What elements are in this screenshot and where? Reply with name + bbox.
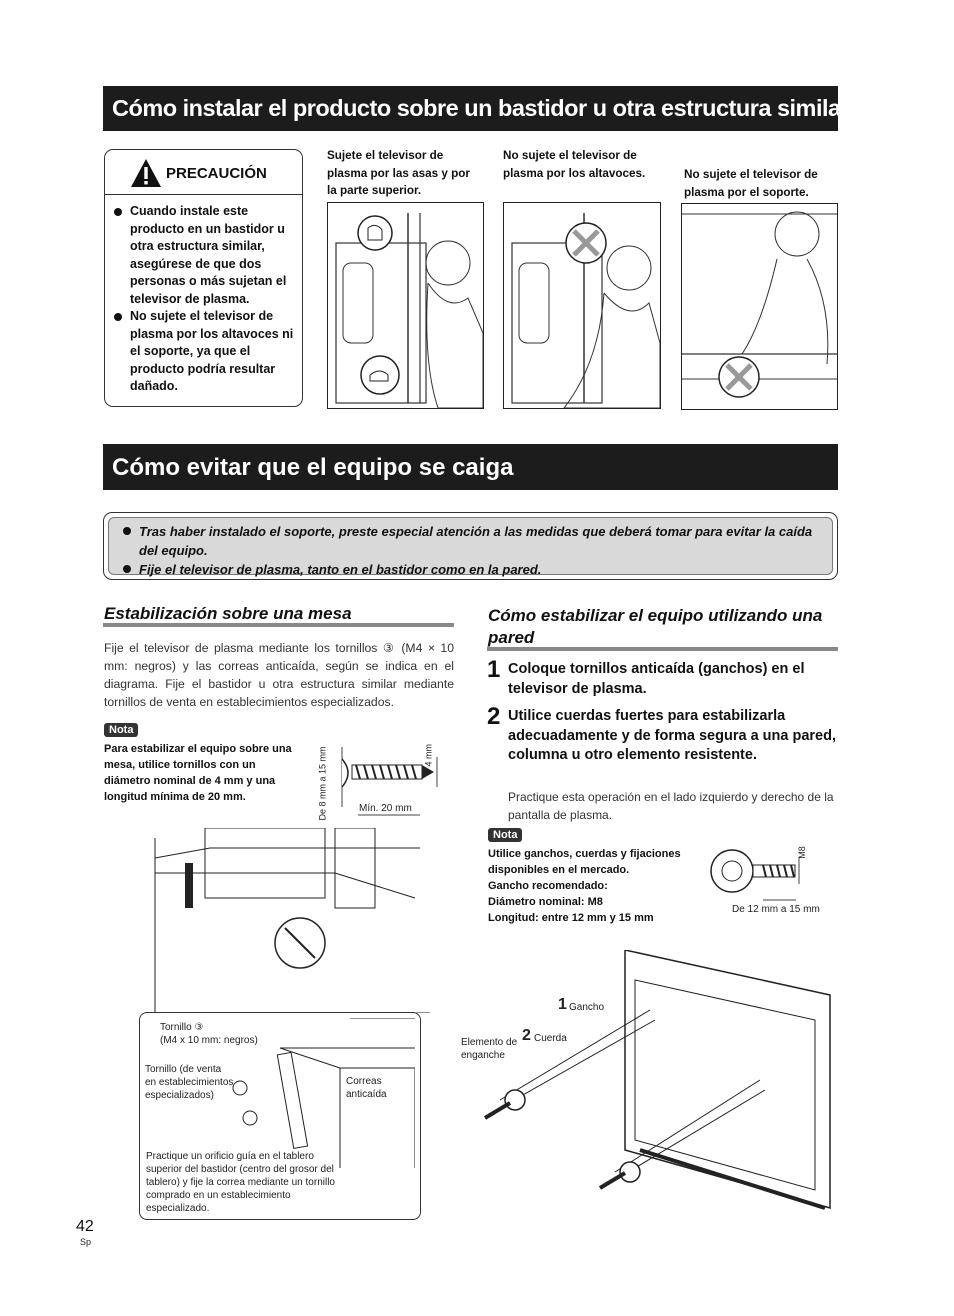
caution-item: Cuando instale este producto en un bastidor u otra estructura similar, asegúrese de que dos personas o más sujetan el televisor de plasma. [114, 203, 299, 308]
caution-header [105, 150, 302, 195]
right-nota-line: Diámetro nominal: M8 [488, 896, 603, 908]
section-title-install-text: Cómo instalar el producto sobre un bastidor u otra estructura similar [112, 95, 850, 121]
screw-dim-dia-label: 4 mm [423, 744, 434, 767]
wall-label-gancho: Gancho [569, 1002, 605, 1013]
caution-title: PRECAUCIÓN [166, 165, 267, 182]
illustration-wrong-stand [681, 203, 838, 410]
hook-dim-m8-label: M8 [796, 846, 807, 859]
photo-caption-1: Sujete el televisor de plasma por las asas y por la parte superior. [327, 149, 470, 197]
wall-label-number-1: 1 [558, 996, 567, 1013]
callout-inner [108, 517, 833, 575]
section-title-install [103, 86, 850, 131]
photo-caption-3: No sujete el televisor de plasma por el soporte. [684, 168, 818, 199]
left-nota-text: Para estabilizar el equipo sobre una mesa, utilice tornillos con un diámetro nominal de 4 mm y una longitud mínima de 20 mm. [104, 743, 292, 803]
illustration-wrong-speakers-drawing [504, 203, 660, 408]
photo-caption-2: No sujete el televisor de plasma por los altavoces. [503, 149, 646, 180]
caution-item: No sujete el televisor de plasma por los altavoces ni el soporte, ya que el producto podría resultar dañado. [114, 308, 299, 396]
caution-box [104, 149, 303, 407]
step-1-number: 1 [487, 656, 501, 683]
hook-dim-length: De 12 mm a 15 mm [732, 904, 820, 915]
label-tornillo-3: Tornillo ③ [160, 1022, 204, 1033]
left-heading-rule [103, 623, 454, 627]
hook-dim-m8 [796, 842, 812, 862]
caution-list [114, 203, 299, 396]
illustration-wrong-speakers [503, 202, 661, 409]
warning-icon [130, 158, 162, 188]
illustration-correct-hold-drawing [328, 203, 483, 408]
right-nota-badge: Nota [488, 828, 522, 842]
screw-dim-head-label: De 8 mm a 15 mm [317, 746, 328, 821]
right-heading: Cómo estabilizar el equipo utilizando una pared [488, 606, 823, 647]
screw-dim-head [316, 729, 330, 819]
callout-text [123, 522, 823, 579]
label-correas: Correas anticaída [346, 1076, 387, 1100]
callout-box [103, 512, 838, 580]
left-body: Fije el televisor de plasma mediante los tornillos ③ (M4 × 10 mm: negros) y las correas anticaída, según se indica en el diagrama. Fije el bastidor u otra estructura similar mediante tornillos de venta en establecimientos especializados. [104, 641, 454, 709]
callout-item: Fije el televisor de plasma, tanto en el bastidor como en la pared. [123, 560, 823, 579]
label-practique: Practique un orificio guía en el tablero superior del bastidor (centro del grosor del tablero) y fije la correa mediante un tornillo comprado en un establecimiento especializado. [146, 1151, 335, 1214]
step-2-number: 2 [487, 703, 501, 730]
right-nota-text [488, 846, 703, 926]
section-title-prevent-fall [103, 444, 838, 490]
right-heading-rule [487, 647, 838, 651]
screw-dim-dia [424, 733, 438, 773]
wall-label-cuerda: Cuerda [534, 1033, 567, 1044]
left-nota-badge: Nota [104, 723, 138, 737]
step-2-text: Utilice cuerdas fuertes para estabilizarla adecuadamente y de forma segura a una pared, columna u otro elemento resistente. [508, 708, 836, 763]
step-2-body: Practique esta operación en el lado izquierdo y derecho de la pantalla de plasma. [508, 790, 834, 822]
wall-label-elemento: Elemento de enganche [461, 1037, 518, 1061]
screw-dim-length: Mín. 20 mm [359, 803, 412, 814]
left-heading: Estabilización sobre una mesa [104, 604, 352, 623]
right-nota-line: Longitud: entre 12 mm y 15 mm [488, 912, 654, 924]
wall-label-number-2: 2 [522, 1027, 531, 1044]
step-1-text: Coloque tornillos anticaída (ganchos) en el televisor de plasma. [508, 661, 805, 697]
label-tornillo-3-spec: (M4 x 10 mm: negros) [160, 1035, 258, 1046]
table-diagram [150, 828, 430, 1013]
illustration-wrong-stand-drawing [682, 204, 837, 409]
section-title-prevent-fall-text: Cómo evitar que el equipo se caiga [112, 454, 514, 481]
detail-box [139, 1012, 421, 1220]
illustration-correct-hold [327, 202, 484, 409]
right-nota-line: Utilice ganchos, cuerdas y fijaciones disponibles en el mercado. [488, 848, 681, 876]
label-tornillo-venta: Tornillo (de venta en establecimientos especializados) [145, 1064, 234, 1101]
page-number: 42 [76, 1218, 94, 1235]
wall-diagram [480, 950, 835, 1210]
right-nota-line: Gancho recomendado: [488, 880, 608, 892]
page-language: Sp [80, 1237, 92, 1247]
callout-item: Tras haber instalado el soporte, preste especial atención a las medidas que deberá tomar para evitar la caída del equipo. [123, 522, 823, 560]
